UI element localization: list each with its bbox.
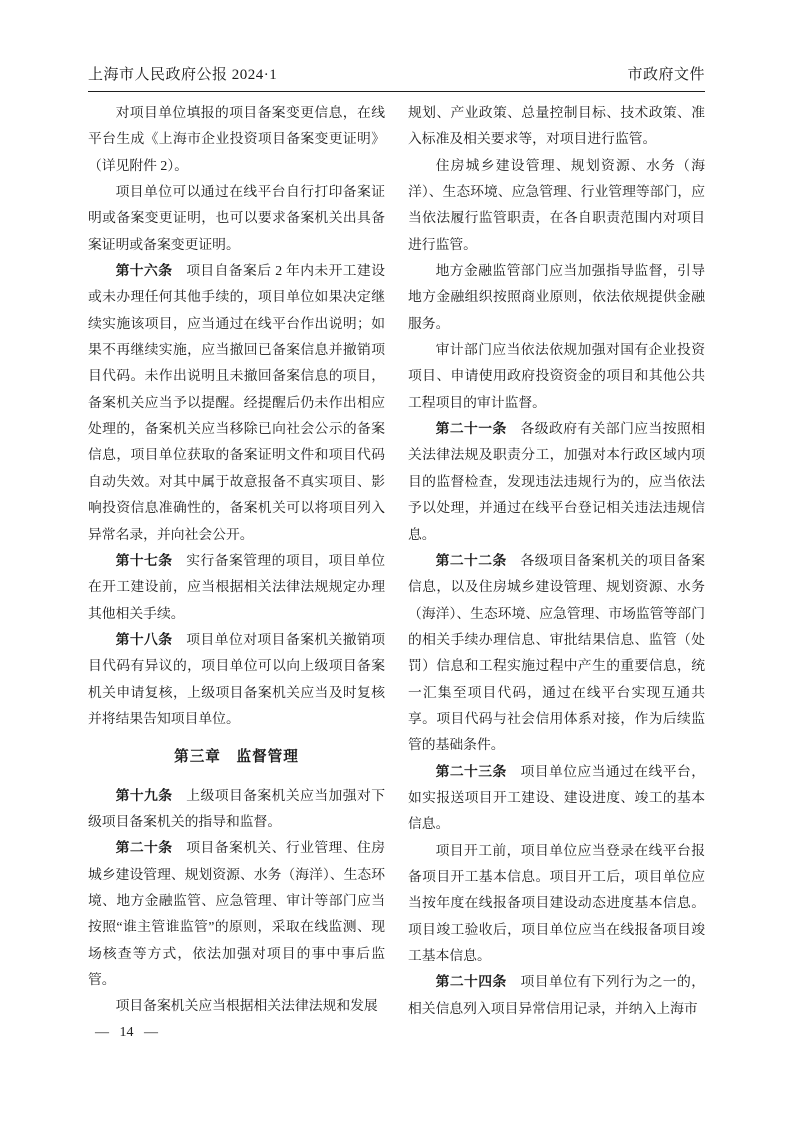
paragraph: 地方金融监管部门应当加强指导监督，引导地方金融组织按照商业原则，依法依规提供金融服务。 (408, 263, 705, 331)
paragraph: 项目开工前，项目单位应当登录在线平台报备项目开工基本信息。项目开工后，项目单位应当按年度在线报备项目建设动态进度基本信息。项目竣工验收后，项目单位应当在线报备项目竣工基本信息。 (408, 842, 705, 963)
document-body (88, 100, 705, 1022)
text-column-right (408, 100, 705, 1022)
header-rule (88, 91, 705, 92)
page-number: — 14 — (95, 1025, 158, 1040)
paragraph: 住房城乡建设管理、规划资源、水务（海洋）、生态环境、应急管理、行业管理等部门，应当依法履行监管职责，在各自职责范围内对项目进行监管。 (408, 157, 705, 252)
doc-category-label: 市政府文件 (627, 67, 705, 83)
paragraph: 项目备案机关应当根据相关法律法规和发展 (115, 998, 378, 1014)
article-number: 第二十四条 (435, 974, 507, 990)
page-header (88, 63, 705, 84)
paragraph: 对项目单位填报的项目备案变更信息，在线平台生成《上海市企业投资项目备案变更证明》（详见附件 2）。 (88, 105, 385, 173)
paragraph: 审计部门应当依法依规加强对国有企业投资项目、申请使用政府投资资金的项目和其他公共工程项目的审计监督。 (408, 342, 705, 410)
paragraph: 第十六条 项目自备案后 2 年内未开工建设或未办理任何其他手续的，项目单位如果决定继续实施该项目，应当通过在线平台作出说明；如果不再继续实施，应当撤回已备案信息并撤销项目代码。未作出说明且未撤回备案信息的项目，备案机关应当予以提醒。经提醒后仍未作出相应处理的，备案机关应当移除已向社会公示的备案信息，项目单位获取的备案证明文件和项目代码自动失效。对其中属于故意报备不真实项目、影响投资信息准确性的，备案机关可以将项目列入异常名录，并向社会公开。 (88, 263, 386, 542)
paragraph: 第二十二条 各级项目备案机关的项目备案信息，以及住房城乡建设管理、规划资源、水务（海洋）、生态环境、应急管理、市场监管等部门的相关手续办理信息、审批结果信息、监管（处罚）信息和工程实施过程中产生的重要信息，统一汇集至项目代码，通过在线平台实现互通共享。项目代码与社会信用体系对接，作为后续监管的基础条件。 (408, 552, 706, 753)
gazette-title: 上海市人民政府公报 2024·1 (88, 67, 278, 83)
article-number: 第二十条 (115, 840, 173, 856)
article-number: 第二十三条 (435, 763, 507, 779)
paragraph: 项目单位可以通过在线平台自行打印备案证明或备案变更证明，也可以要求备案机关出具备案证明或备案变更证明。 (88, 184, 385, 252)
text-column-left (88, 100, 385, 1022)
chapter-heading: 第三章 监督管理 (174, 749, 299, 766)
article-number: 第十八条 (115, 631, 173, 647)
paragraph: 第二十条 项目备案机关、行业管理、住房城乡建设管理、规划资源、水务（海洋）、生态环境、地方金融监管、应急管理、审计等部门应当按照“谁主管谁监管”的原则，采取在线监测、现场核查等方式，依法加强对项目的事中事后监管。 (88, 840, 386, 987)
paragraph: 第二十四条 项目单位有下列行为之一的，相关信息列入项目异常信用记录，并纳入上海市 (408, 974, 706, 1016)
article-number: 第十六条 (115, 263, 173, 279)
paragraph: 规划、产业政策、总量控制目标、技术政策、准入标准及相关要求等，对项目进行监管。 (408, 105, 705, 147)
article-number: 第十九条 (115, 787, 173, 803)
article-number: 第二十二条 (435, 552, 507, 568)
paragraph: 第二十三条 项目单位应当通过在线平台，如实报送项目开工建设、建设进度、竣工的基本信息。 (408, 763, 706, 832)
article-number: 第二十一条 (435, 421, 507, 437)
paragraph: 第十八条 项目单位对项目备案机关撤销项目代码有异议的，项目单位可以向上级项目备案机关申请复核，上级项目备案机关应当及时复核并将结果告知项目单位。 (88, 631, 386, 726)
paragraph: 第十七条 实行备案管理的项目，项目单位在开工建设前，应当根据相关法律法规规定办理其他相关手续。 (88, 552, 386, 621)
paragraph: 第二十一条 各级政府有关部门应当按照相关法律法规及职责分工，加强对本行政区域内项目的监督检查，发现违法违规行为的，应当依法予以处理，并通过在线平台登记相关违法违规信息。 (408, 421, 706, 542)
paragraph: 第十九条 上级项目备案机关应当加强对下级项目备案机关的指导和监督。 (88, 787, 386, 829)
article-number: 第十七条 (115, 552, 173, 568)
